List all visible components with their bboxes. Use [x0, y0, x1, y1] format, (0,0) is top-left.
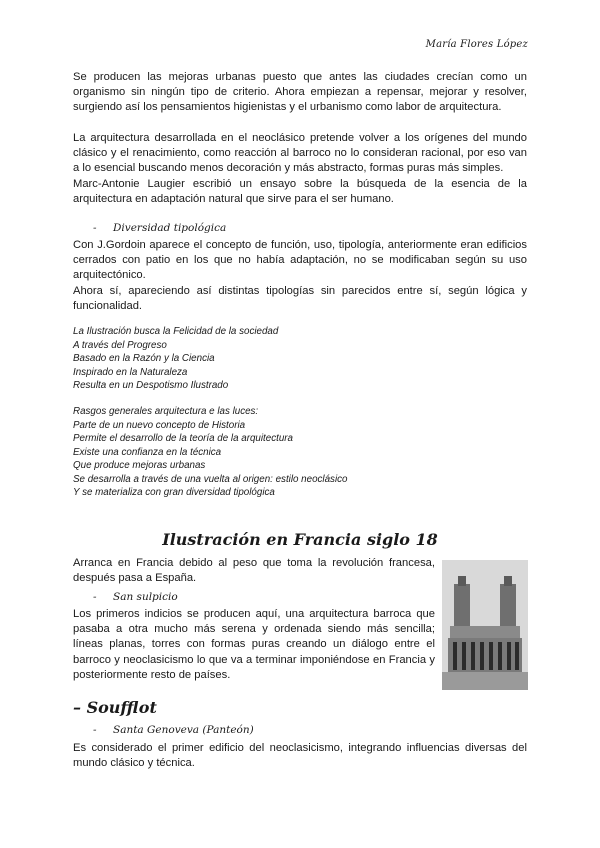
subheading-san-sulpicio-text: San sulpicio [113, 591, 178, 603]
subheading-san-sulpicio: - San sulpicio [93, 591, 178, 603]
paragraph-laugier: Marc-Antonie Laugier escribió un ensayo sobre la búsqueda de la esencia de la arquitectura en adaptación natural que sirve para el ser humano. [73, 178, 527, 206]
list-item: Parte de un nuevo concepto de Historia [73, 419, 246, 431]
list-item: Y se materializa con gran diversidad tipológica [73, 487, 275, 498]
list-item: Inspirado en la Naturaleza [73, 366, 188, 378]
list-item: A través del Progreso [73, 339, 167, 351]
church-photo [442, 560, 528, 690]
list-item: Rasgos generales arquitectura e las luces: [73, 406, 259, 417]
photo-ground [442, 672, 528, 690]
subheading-diversidad: - Diversidad tipológica [93, 222, 227, 234]
paragraph-gordoin: Con J.Gordoin aparece el concepto de función, uso, tipología, anteriormente eran edificios cerrados con patio en los que no había adaptación, no se modificaban según su uso arquitectónico. [73, 239, 527, 282]
left-tower [454, 584, 470, 628]
right-tower [500, 584, 516, 628]
left-tower-top [458, 576, 466, 586]
list-item: Permite el desarrollo de la teoría de la arquitectura [73, 433, 294, 444]
list-item: La Ilustración busca la Felicidad de la sociedad [73, 326, 279, 337]
list-item: Basado en la Razón y la Ciencia [73, 353, 215, 364]
subheading-santa-genoveva-text: Santa Genoveva (Panteón) [113, 724, 254, 736]
paragraph-san-sulpicio: Los primeros indicios se producen aquí, una arquitectura barroca que pasaba a otra mucho más serena y ordenada siendo más sencilla; líneas planas, torres con formas puras creando un diálogo entre el barroco y neoclasicismo lo que va a terminar imponiéndose en Francia y posteriormente resto de países. [73, 608, 435, 681]
subheading-santa-genoveva: - Santa Genoveva (Panteón) [93, 724, 254, 736]
list-item: Resulta en un Despotismo Ilustrado [73, 380, 229, 391]
section-title: Ilustración en Francia siglo 18 [162, 530, 438, 549]
list-item: Existe una confianza en la técnica [73, 446, 222, 458]
illustration-list [73, 325, 278, 393]
features-list [73, 405, 347, 500]
list-item: Que produce mejoras urbanas [73, 460, 206, 471]
author-name: María Flores López [425, 39, 528, 50]
subheading-diversidad-text: Diversidad tipológica [113, 222, 227, 234]
paragraph-tipologias: Ahora sí, apareciendo así distintas tipologías sin parecidos entre sí, según lógica y funcionalidad. [73, 285, 527, 313]
paragraph-francia: Arranca en Francia debido al peso que toma la revolución francesa, después pasa a España. [73, 557, 435, 585]
paragraph-urban-improvements: Se producen las mejoras urbanas puesto que antes las ciudades crecían como un organismo sin ningún tipo de criterio. Ahora empiezan a repensar, mejorar y resolver, surgiendo así los pensamientos higienistas y el urbanismo como labor de arquitectura. [73, 71, 527, 114]
right-tower-top [504, 576, 512, 586]
upper-colonnade [450, 626, 520, 638]
paragraph-neoclassic: La arquitectura desarrollada en el neoclásico pretende volver a los orígenes del mundo clásico y el renacimiento, como reacción al barroco no lo consideran racional, por eso van a lo esencial buscando menos decoración y más abstracto, formas puras más simples. [73, 132, 527, 175]
paragraph-panteon: Es considerado el primer edificio del neoclasicismo, integrando influencias diversas del mundo clásico y técnica. [73, 742, 527, 770]
soufflot-heading: – Soufflot [73, 698, 157, 717]
list-item: Se desarrolla a través de una vuelta al origen: estilo neoclásico [73, 473, 348, 485]
